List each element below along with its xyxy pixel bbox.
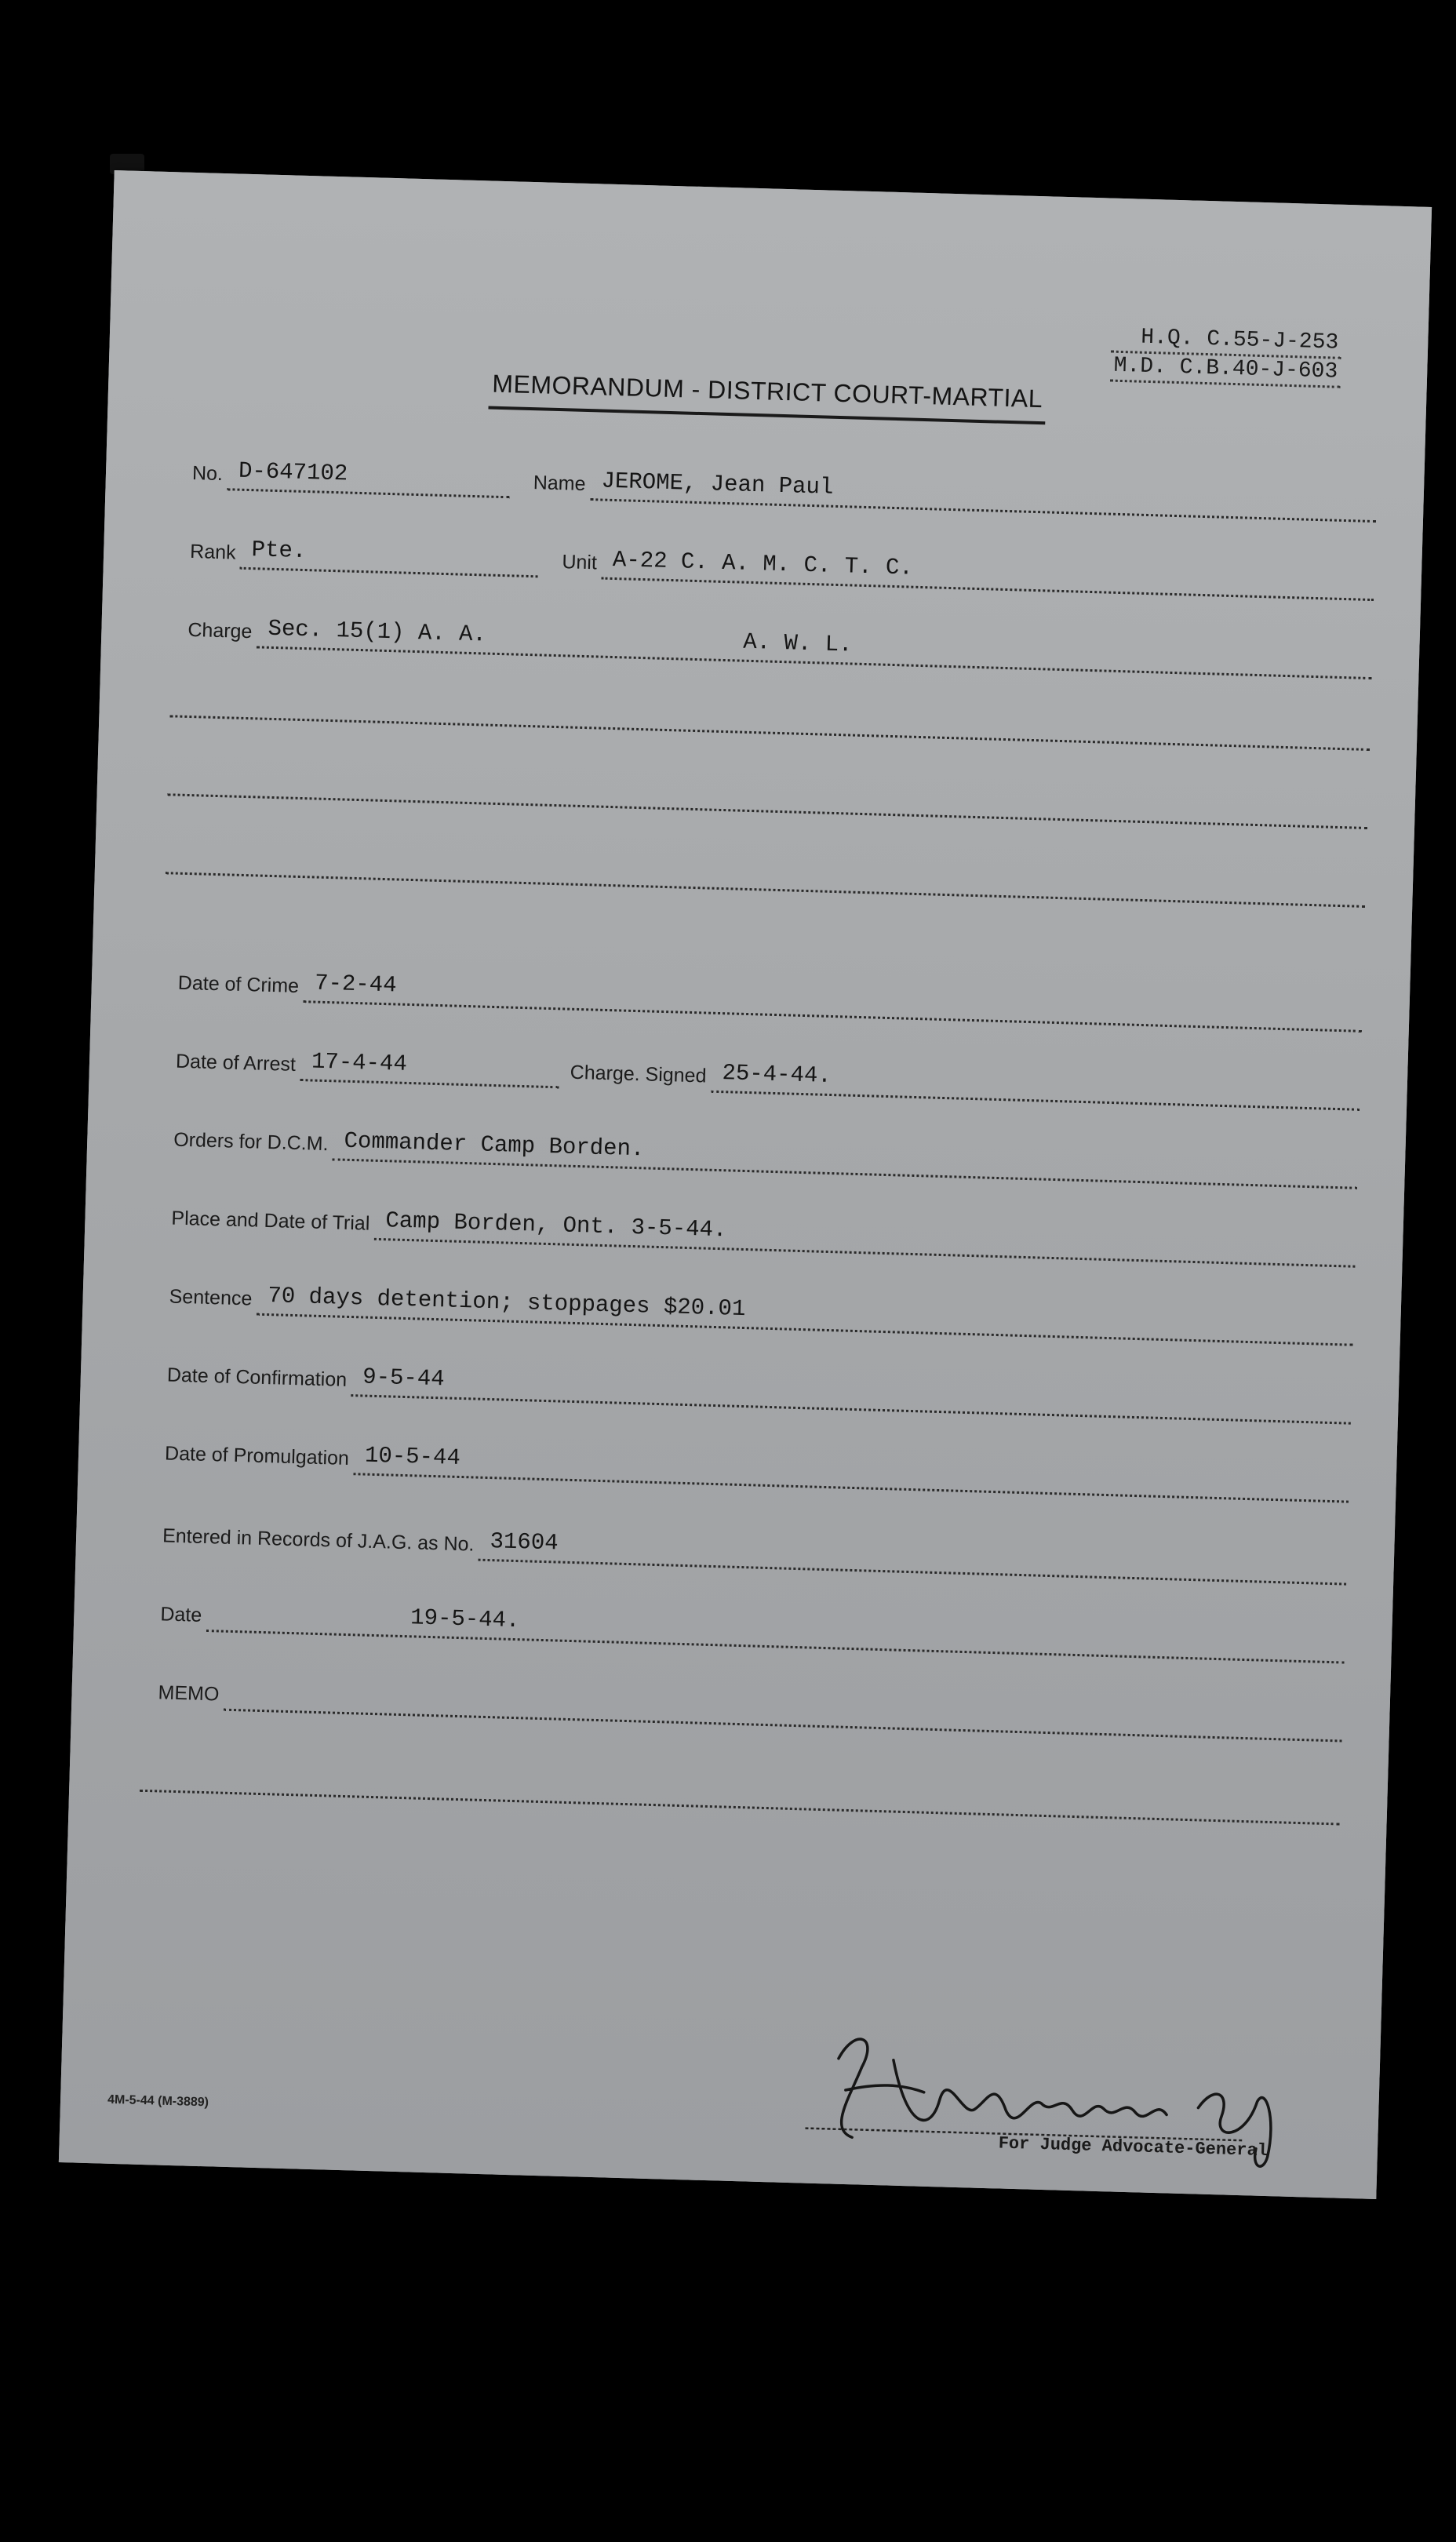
- blank-line-3: [166, 870, 1366, 908]
- crime-date-label: Date of Crime: [177, 971, 300, 998]
- blank-line-2: [168, 792, 1368, 829]
- orders-value: Commander Camp Borden.: [344, 1127, 645, 1163]
- row-orders: [173, 1122, 1359, 1189]
- crime-date-field: [303, 969, 1362, 1032]
- name-value: JEROME, Jean Paul: [601, 468, 834, 501]
- orders-field: [333, 1127, 1358, 1189]
- arrest-date-label: Date of Arrest: [175, 1050, 297, 1076]
- trial-label: Place and Date of Trial: [171, 1207, 370, 1235]
- confirmation-field: [351, 1363, 1352, 1425]
- charge-signed-field: [711, 1059, 1360, 1111]
- unit-label: Unit: [562, 551, 598, 574]
- court-martial-memo-sheet: [59, 170, 1432, 2199]
- arrest-date-value: 17-4-44: [311, 1048, 408, 1077]
- promulgation-value: 10-5-44: [364, 1442, 461, 1471]
- promulgation-label: Date of Promulgation: [164, 1442, 350, 1470]
- form-number: 4M-5-44 (M-3889): [107, 2092, 209, 2110]
- reference-numbers: [1110, 324, 1342, 388]
- signature-caption: For Judge Advocate-General: [998, 2133, 1269, 2161]
- row-rank-unit: [190, 534, 1375, 601]
- charge-field: [257, 614, 1373, 679]
- row-trial: [171, 1200, 1356, 1268]
- name-label: Name: [533, 472, 586, 495]
- sentence-field: [257, 1282, 1354, 1346]
- sentence-label: Sentence: [169, 1285, 253, 1310]
- blank-line-1: [169, 713, 1370, 751]
- row-confirmation: [166, 1357, 1352, 1425]
- number-value: D-647102: [238, 457, 348, 487]
- trial-value: Camp Borden, Ont. 3-5-44.: [385, 1207, 727, 1244]
- row-jag-record: [162, 1517, 1348, 1585]
- md-reference: M.D. C.B.40-J-603: [1110, 353, 1341, 388]
- confirmation-value: 9-5-44: [362, 1364, 446, 1393]
- rank-value: Pte.: [251, 537, 307, 565]
- charge-label: Charge: [187, 618, 253, 643]
- sentence-value: 70 days detention; stoppages $20.01: [267, 1283, 746, 1323]
- promulgation-field: [353, 1441, 1349, 1502]
- charge-signed-value: 25-4-44.: [722, 1060, 832, 1090]
- unit-field: [601, 546, 1374, 601]
- jag-label: Entered in Records of J.A.G. as No.: [162, 1524, 475, 1556]
- row-date-of-crime: [177, 965, 1363, 1032]
- number-field: [227, 457, 510, 498]
- row-memo: [158, 1674, 1343, 1742]
- row-promulgation: [165, 1435, 1350, 1502]
- crime-date-value: 7-2-44: [314, 970, 398, 999]
- charge-signed-label: Charge. Signed: [570, 1061, 707, 1087]
- memo-field: [224, 1677, 1343, 1743]
- unit-value: A-22 C. A. M. C. T. C.: [612, 546, 914, 581]
- trial-field: [374, 1207, 1356, 1268]
- charge-value: Sec. 15(1) A. A.: [268, 615, 487, 648]
- charge-detail: A. W. L.: [742, 628, 853, 658]
- memo-label: MEMO: [158, 1681, 220, 1706]
- row-number-name: [191, 455, 1377, 523]
- rank-field: [240, 536, 539, 578]
- row-sentence: [169, 1279, 1354, 1346]
- date-label: Date: [160, 1603, 202, 1626]
- number-label: No.: [191, 461, 224, 486]
- rank-label: Rank: [189, 540, 237, 564]
- date-value: 19-5-44.: [410, 1604, 520, 1634]
- row-date-of-arrest: [176, 1043, 1361, 1111]
- memo-blank-line: [140, 1788, 1340, 1826]
- orders-label: Orders for D.C.M.: [173, 1128, 329, 1156]
- confirmation-label: Date of Confirmation: [166, 1364, 348, 1391]
- jag-field: [479, 1528, 1347, 1586]
- name-field: [590, 467, 1377, 523]
- document-title: MEMORANDUM - DISTRICT COURT-MARTIAL: [108, 359, 1427, 435]
- row-charge: [187, 612, 1373, 679]
- date-field: [206, 1598, 1345, 1664]
- arrest-date-field: [300, 1047, 559, 1088]
- jag-value: 31604: [490, 1528, 559, 1557]
- hq-reference: H.Q. C.55-J-253: [1111, 324, 1342, 359]
- row-date: [160, 1596, 1345, 1663]
